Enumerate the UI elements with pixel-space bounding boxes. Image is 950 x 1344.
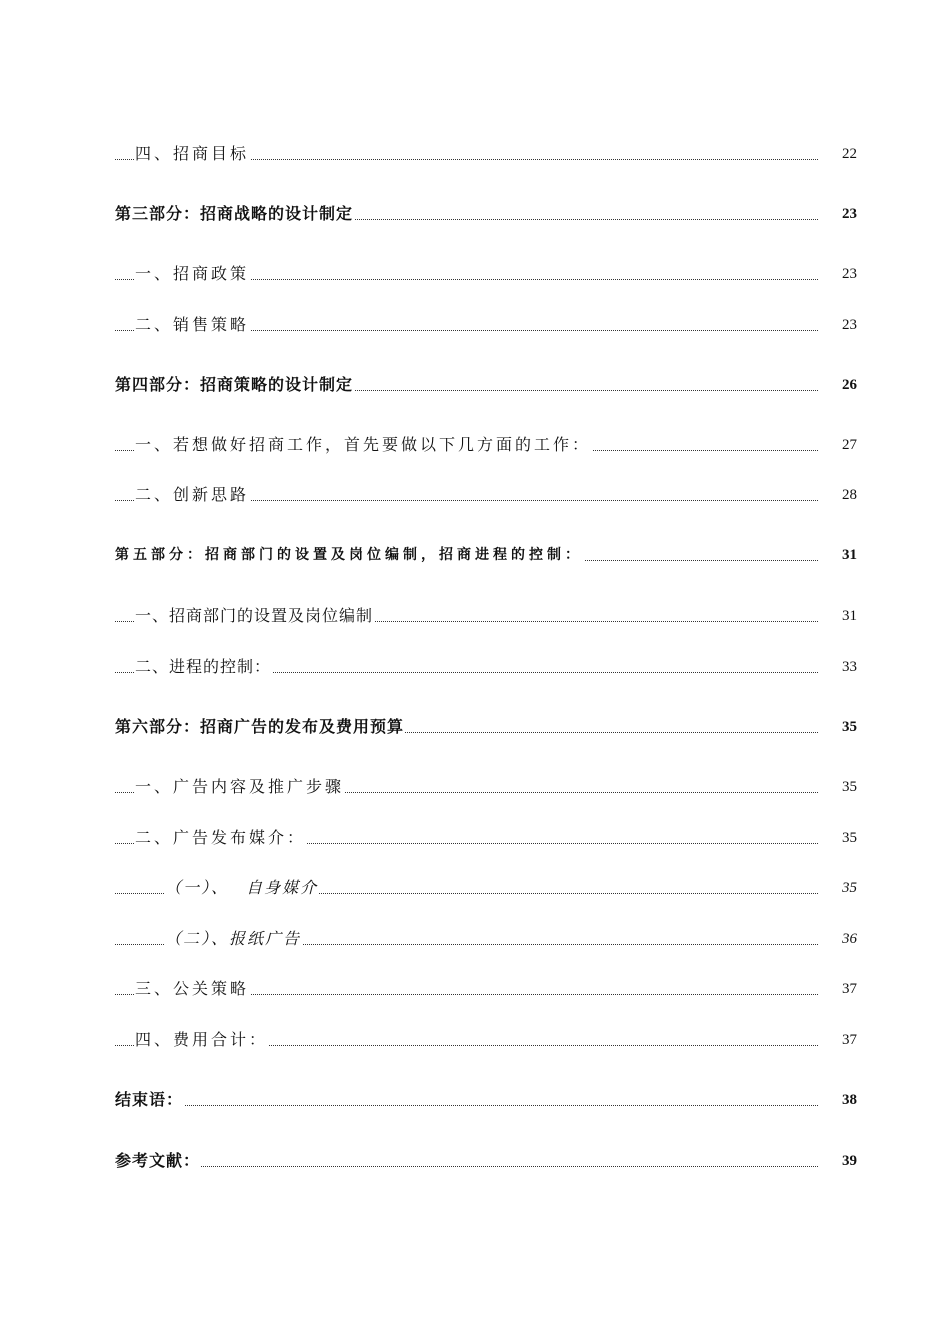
toc-entry[interactable]	[0, 312, 950, 338]
toc-entry-title: 第六部分：招商广告的发布及费用预算	[115, 714, 405, 740]
leader-dots	[115, 1105, 818, 1106]
toc-entry[interactable]	[0, 825, 950, 851]
toc-entry[interactable]	[0, 976, 950, 1002]
toc-entry[interactable]	[0, 1087, 950, 1113]
toc-entry-title: （二）、报纸广告	[165, 926, 302, 952]
toc-entry-page: 37	[842, 981, 857, 997]
toc-entry-page: 35	[842, 719, 857, 735]
toc-entry-page: 36	[842, 931, 857, 947]
toc-entry[interactable]	[0, 482, 950, 508]
toc-entry-title: 第四部分：招商策略的设计制定	[115, 372, 354, 398]
toc-entry-page: 31	[842, 608, 857, 624]
toc-entry[interactable]	[0, 926, 950, 952]
toc-entry-title: 二、广告发布媒介：	[135, 825, 307, 851]
toc-entry-title: 一、招商部门的设置及岗位编制	[135, 603, 374, 629]
toc-entry[interactable]	[0, 372, 950, 398]
toc-entry-page: 38	[842, 1092, 857, 1108]
toc-entry-title: 四、招商目标	[135, 141, 250, 167]
toc-entry[interactable]	[0, 542, 950, 568]
toc-entry-title: 二、创新思路	[135, 482, 250, 508]
toc-entry-title: 结束语：	[115, 1087, 184, 1113]
toc-entry-title: 一、若想做好招商工作，首先要做以下几方面的工作：	[135, 432, 592, 458]
toc-entry[interactable]	[0, 714, 950, 740]
toc-entry-title: 第五部分：招商部门的设置及岗位编制，招商进程的控制：	[115, 542, 584, 568]
toc-entry-title: 四、费用合计：	[135, 1027, 269, 1053]
leader-dots	[115, 1166, 818, 1167]
toc-entry-page: 35	[842, 779, 857, 795]
toc-entry[interactable]	[0, 432, 950, 458]
toc-entry-title: 参考文献：	[115, 1148, 201, 1174]
toc-entry-page: 26	[842, 377, 857, 393]
toc-entry[interactable]	[0, 1027, 950, 1053]
toc-entry[interactable]	[0, 774, 950, 800]
toc-entry-title: 一、广告内容及推广步骤	[135, 774, 345, 800]
toc-entry-page: 23	[842, 206, 857, 222]
toc-entry-title: 第三部分：招商战略的设计制定	[115, 201, 354, 227]
toc-entry-title: 三、公关策略	[135, 976, 250, 1002]
toc-entry-title: 一、招商政策	[135, 261, 250, 287]
toc-entry[interactable]	[0, 603, 950, 629]
toc-entry-page: 23	[842, 317, 857, 333]
toc-entry-page: 39	[842, 1153, 857, 1169]
toc-entry-page: 37	[842, 1032, 857, 1048]
toc-entry[interactable]	[0, 141, 950, 167]
toc-entry-page: 27	[842, 437, 857, 453]
toc-entry[interactable]	[0, 875, 950, 901]
toc-entry-title: （一）、 自身媒介	[165, 875, 319, 901]
toc-entry-page: 22	[842, 146, 857, 162]
toc-entry-page: 33	[842, 659, 857, 675]
toc-entry-page: 35	[842, 830, 857, 846]
toc-entry-page: 23	[842, 266, 857, 282]
toc-entry-page: 28	[842, 487, 857, 503]
toc-entry[interactable]	[0, 654, 950, 680]
toc-entry-title: 二、销售策略	[135, 312, 250, 338]
toc-entry[interactable]	[0, 201, 950, 227]
toc-entry-title: 二、进程的控制：	[135, 654, 272, 680]
toc-entry[interactable]	[0, 261, 950, 287]
toc-entry[interactable]	[0, 1148, 950, 1174]
toc-entry-page: 35	[842, 880, 857, 896]
toc-entry-page: 31	[842, 547, 857, 563]
